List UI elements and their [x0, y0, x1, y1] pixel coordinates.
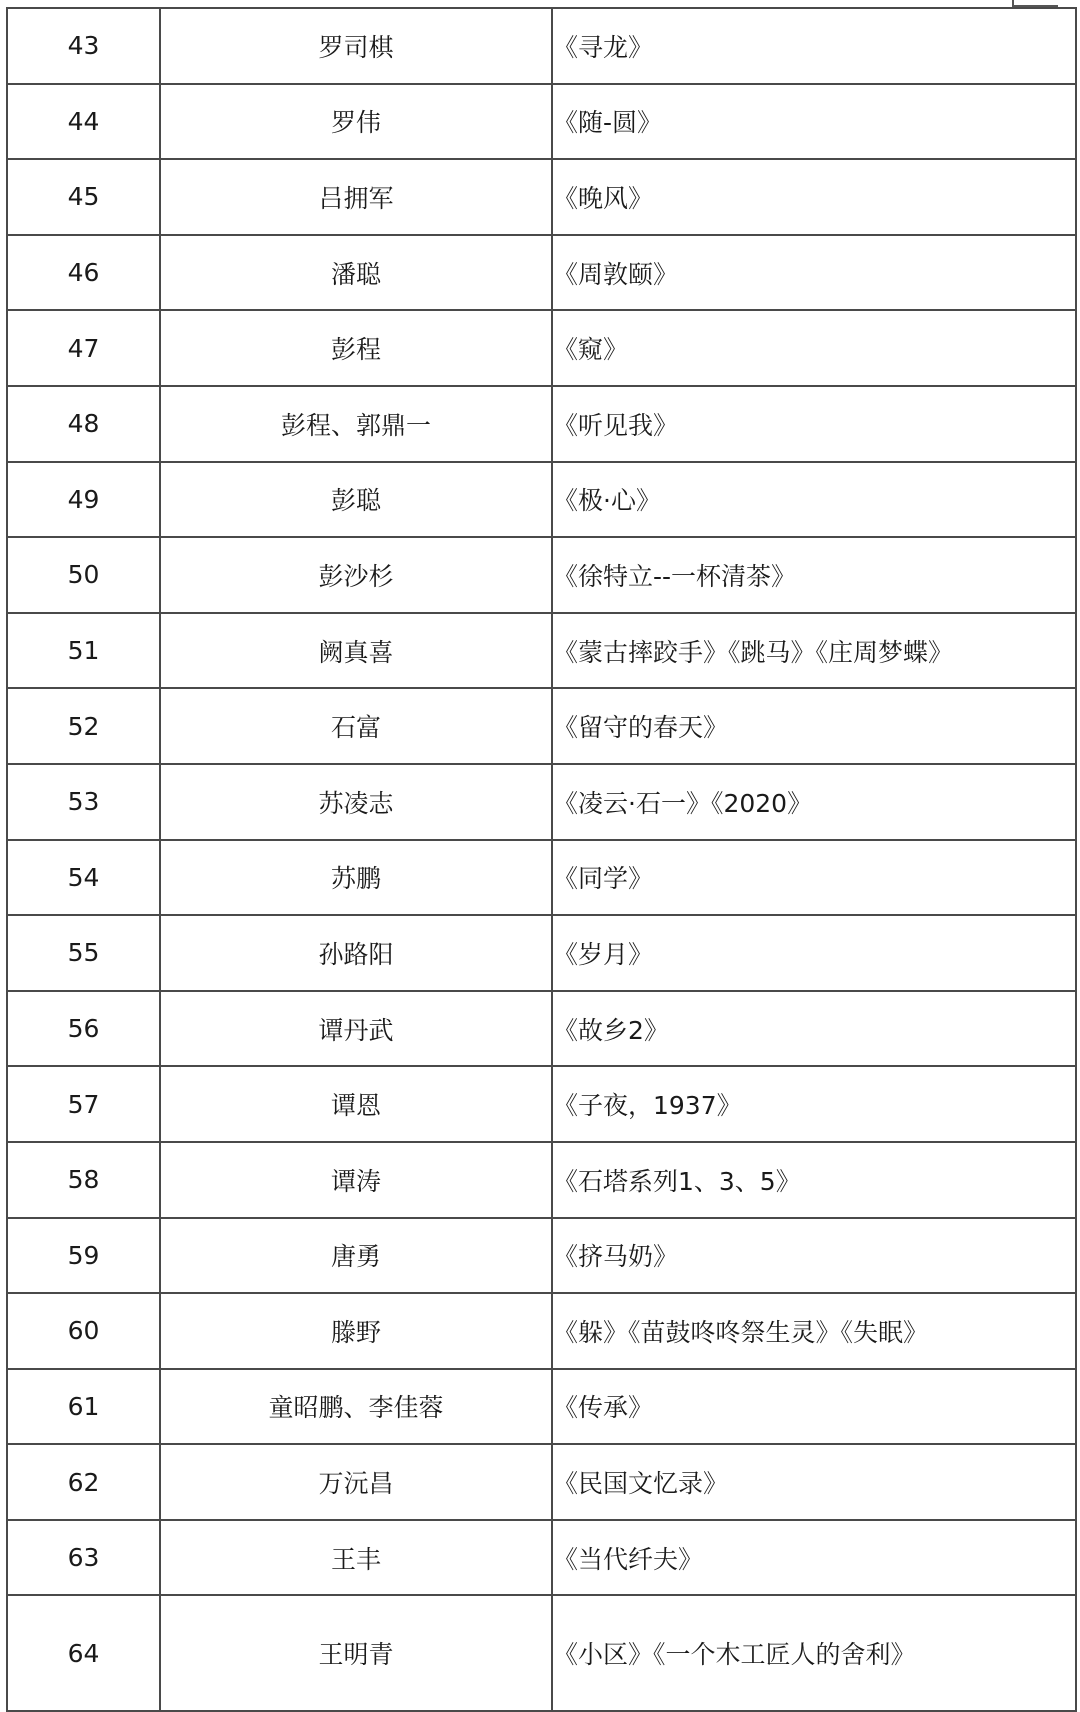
row-number: 49 — [7, 462, 160, 538]
work-title: 《蒙古摔跤手》《跳马》《庄周梦蝶》 — [552, 613, 1076, 689]
row-number: 57 — [7, 1066, 160, 1142]
row-number: 63 — [7, 1520, 160, 1596]
work-title: 《徐特立--一杯清茶》 — [552, 537, 1076, 613]
author-name: 苏鹏 — [160, 840, 552, 916]
author-name: 苏凌志 — [160, 764, 552, 840]
table-row — [7, 840, 1076, 916]
author-name: 唐勇 — [160, 1218, 552, 1294]
table-row — [7, 1520, 1076, 1596]
table-row — [7, 991, 1076, 1067]
author-name: 罗伟 — [160, 84, 552, 160]
work-title: 《传承》 — [552, 1369, 1076, 1445]
work-title: 《周敦颐》 — [552, 235, 1076, 311]
author-name: 孙路阳 — [160, 915, 552, 991]
table-row — [7, 915, 1076, 991]
row-number: 59 — [7, 1218, 160, 1294]
author-name: 吕拥军 — [160, 159, 552, 235]
work-title: 《躲》《苗鼓咚咚祭生灵》《失眠》 — [552, 1293, 1076, 1369]
work-title: 《民国文忆录》 — [552, 1444, 1076, 1520]
work-title: 《随-圆》 — [552, 84, 1076, 160]
author-name: 王丰 — [160, 1520, 552, 1596]
author-name: 谭涛 — [160, 1142, 552, 1218]
author-name: 滕野 — [160, 1293, 552, 1369]
author-name: 罗司棋 — [160, 8, 552, 84]
author-name: 彭沙杉 — [160, 537, 552, 613]
row-number: 60 — [7, 1293, 160, 1369]
row-number: 61 — [7, 1369, 160, 1445]
table-row — [7, 310, 1076, 386]
author-name: 万沅昌 — [160, 1444, 552, 1520]
row-number: 50 — [7, 537, 160, 613]
table-row — [7, 613, 1076, 689]
work-title: 《岁月》 — [552, 915, 1076, 991]
work-title: 《石塔系列1、3、5》 — [552, 1142, 1076, 1218]
row-number: 44 — [7, 84, 160, 160]
table-row — [7, 1369, 1076, 1445]
table-row — [7, 386, 1076, 462]
row-number: 56 — [7, 991, 160, 1067]
table-row — [7, 235, 1076, 311]
author-name: 阙真喜 — [160, 613, 552, 689]
works-table — [6, 7, 1077, 1712]
table-row — [7, 462, 1076, 538]
work-title: 《同学》 — [552, 840, 1076, 916]
table-row — [7, 1595, 1076, 1711]
work-title: 《晚风》 — [552, 159, 1076, 235]
table-row — [7, 1066, 1076, 1142]
work-title: 《凌云·石一》《2020》 — [552, 764, 1076, 840]
work-title: 《子夜，1937》 — [552, 1066, 1076, 1142]
author-name: 潘聪 — [160, 235, 552, 311]
row-number: 47 — [7, 310, 160, 386]
table-row — [7, 1218, 1076, 1294]
row-number: 58 — [7, 1142, 160, 1218]
author-name: 彭聪 — [160, 462, 552, 538]
table-row — [7, 764, 1076, 840]
work-title: 《小区》《一个木工匠人的舍利》 — [552, 1595, 1076, 1711]
row-number: 64 — [7, 1595, 160, 1711]
author-name: 彭程 — [160, 310, 552, 386]
table-row — [7, 537, 1076, 613]
row-number: 43 — [7, 8, 160, 84]
author-name: 石富 — [160, 688, 552, 764]
row-number: 48 — [7, 386, 160, 462]
work-title: 《挤马奶》 — [552, 1218, 1076, 1294]
author-name: 谭丹武 — [160, 991, 552, 1067]
row-number: 55 — [7, 915, 160, 991]
author-name: 童昭鹏、李佳蓉 — [160, 1369, 552, 1445]
author-name: 彭程、郭鼎一 — [160, 386, 552, 462]
row-number: 54 — [7, 840, 160, 916]
work-title: 《极·心》 — [552, 462, 1076, 538]
author-name: 王明青 — [160, 1595, 552, 1711]
table-row — [7, 1293, 1076, 1369]
row-number: 62 — [7, 1444, 160, 1520]
row-number: 51 — [7, 613, 160, 689]
page-corner-mark — [1012, 0, 1058, 7]
row-number: 52 — [7, 688, 160, 764]
row-number: 45 — [7, 159, 160, 235]
work-title: 《窥》 — [552, 310, 1076, 386]
work-title: 《听见我》 — [552, 386, 1076, 462]
row-number: 46 — [7, 235, 160, 311]
table-row — [7, 84, 1076, 160]
row-number: 53 — [7, 764, 160, 840]
work-title: 《故乡2》 — [552, 991, 1076, 1067]
work-title: 《寻龙》 — [552, 8, 1076, 84]
table-row — [7, 1142, 1076, 1218]
work-title: 《当代纤夫》 — [552, 1520, 1076, 1596]
table-row — [7, 8, 1076, 84]
table-row — [7, 688, 1076, 764]
work-title: 《留守的春天》 — [552, 688, 1076, 764]
author-name: 谭恩 — [160, 1066, 552, 1142]
table-row — [7, 159, 1076, 235]
table-row — [7, 1444, 1076, 1520]
